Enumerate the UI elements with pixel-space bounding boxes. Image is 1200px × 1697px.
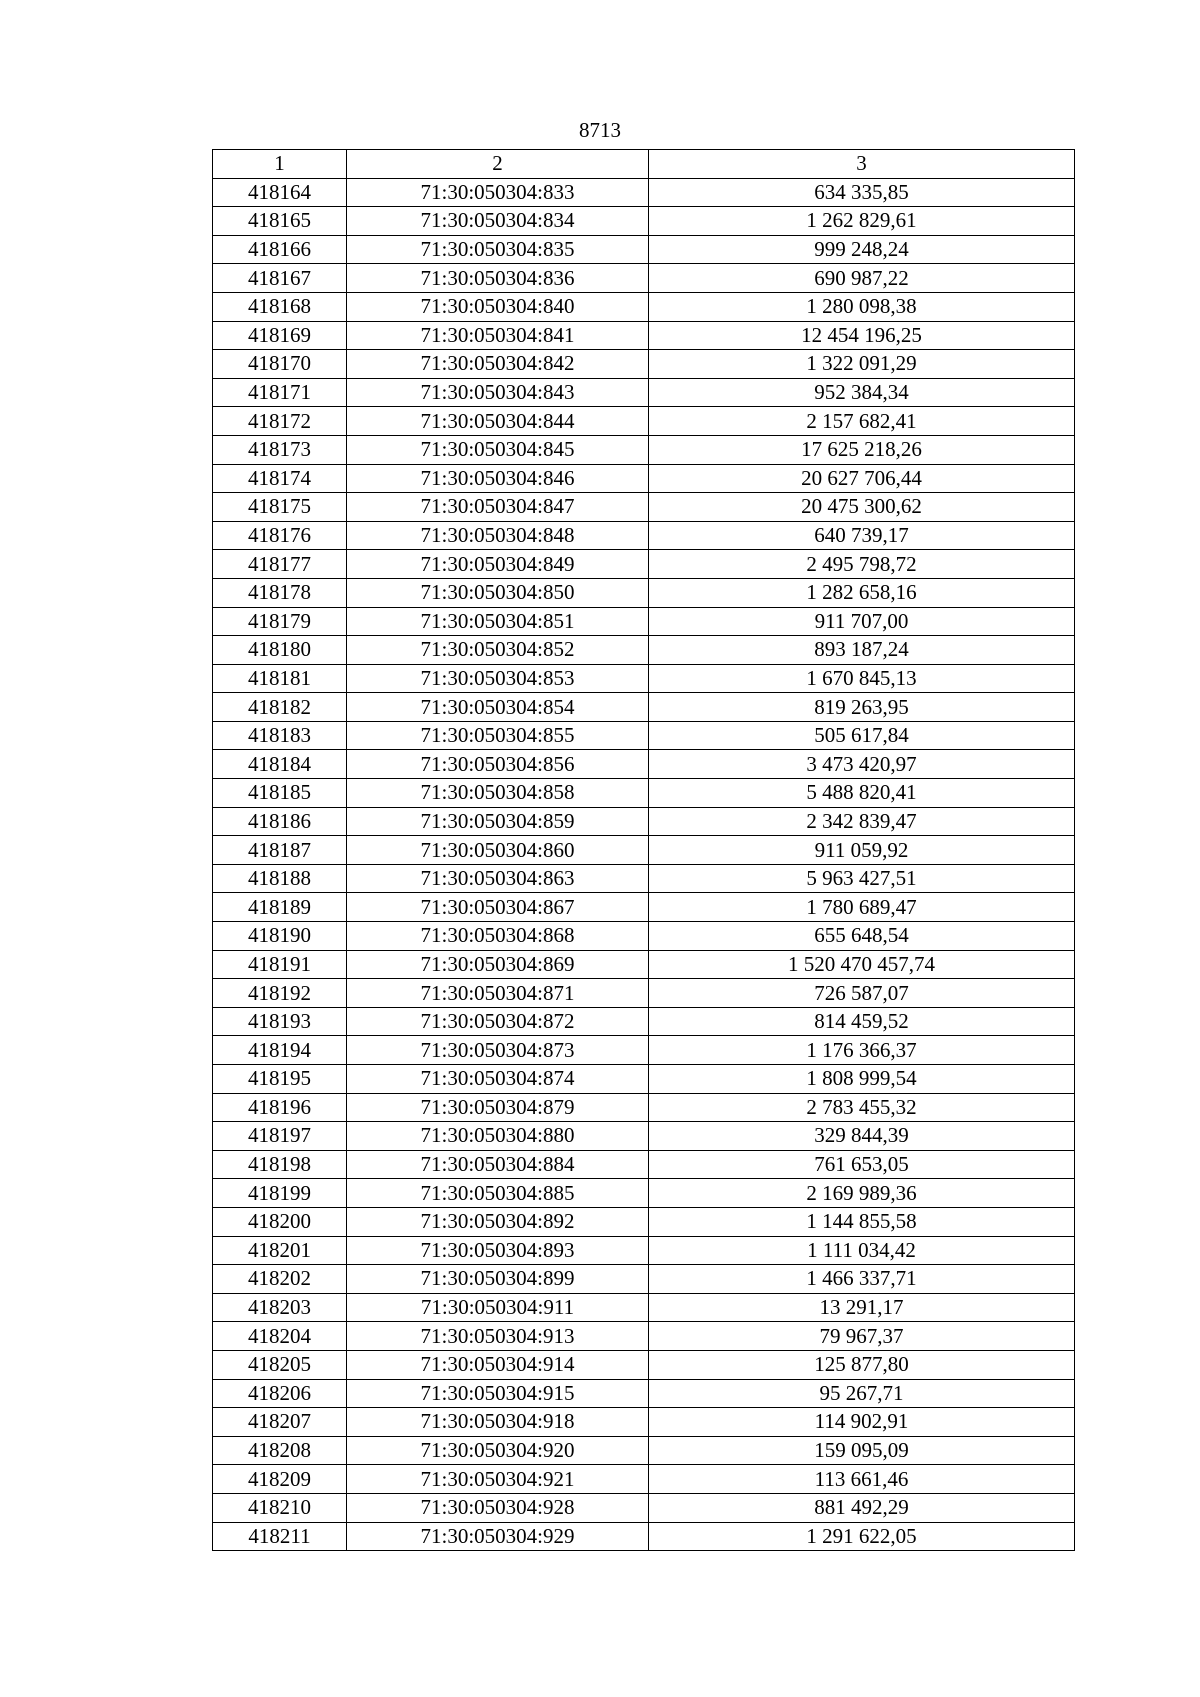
table-row (213, 378, 1075, 407)
table-row (213, 950, 1075, 979)
row-number-cell: 418164 (213, 178, 347, 207)
cadastral-value-cell: 2 495 798,72 (649, 550, 1075, 579)
row-number-cell: 418205 (213, 1350, 347, 1379)
cadastral-number-cell: 71:30:050304:918 (347, 1408, 649, 1437)
row-number-cell: 418192 (213, 979, 347, 1008)
row-number-cell: 418202 (213, 1265, 347, 1294)
cadastral-number-cell: 71:30:050304:885 (347, 1179, 649, 1208)
row-number-cell: 418168 (213, 292, 347, 321)
cadastral-number-cell: 71:30:050304:911 (347, 1293, 649, 1322)
table-row (213, 1236, 1075, 1265)
table-row (213, 1265, 1075, 1294)
cadastral-value-cell: 2 783 455,32 (649, 1093, 1075, 1122)
cadastral-number-cell: 71:30:050304:847 (347, 493, 649, 522)
table-row (213, 1179, 1075, 1208)
cadastral-number-cell: 71:30:050304:892 (347, 1207, 649, 1236)
cadastral-number-cell: 71:30:050304:884 (347, 1150, 649, 1179)
table-row (213, 207, 1075, 236)
table-row (213, 1036, 1075, 1065)
cadastral-number-cell: 71:30:050304:856 (347, 750, 649, 779)
cadastral-value-cell: 12 454 196,25 (649, 321, 1075, 350)
cadastral-value-cell: 1 808 999,54 (649, 1065, 1075, 1094)
row-number-cell: 418169 (213, 321, 347, 350)
table-row (213, 1379, 1075, 1408)
cadastral-number-cell: 71:30:050304:860 (347, 836, 649, 865)
table-row (213, 1065, 1075, 1094)
cadastral-value-cell: 20 627 706,44 (649, 464, 1075, 493)
row-number-cell: 418185 (213, 779, 347, 808)
row-number-cell: 418208 (213, 1436, 347, 1465)
table-row (213, 864, 1075, 893)
cadastral-number-cell: 71:30:050304:835 (347, 235, 649, 264)
table-row (213, 1093, 1075, 1122)
cadastral-number-cell: 71:30:050304:893 (347, 1236, 649, 1265)
cadastral-number-cell: 71:30:050304:872 (347, 1007, 649, 1036)
table-row (213, 1207, 1075, 1236)
cadastral-number-cell: 71:30:050304:879 (347, 1093, 649, 1122)
row-number-cell: 418183 (213, 721, 347, 750)
table-row (213, 1322, 1075, 1351)
cadastral-value-cell: 1 282 658,16 (649, 578, 1075, 607)
cadastral-number-cell: 71:30:050304:848 (347, 521, 649, 550)
cadastral-number-cell: 71:30:050304:855 (347, 721, 649, 750)
cadastral-number-cell: 71:30:050304:863 (347, 864, 649, 893)
row-number-cell: 418167 (213, 264, 347, 293)
cadastral-number-cell: 71:30:050304:853 (347, 664, 649, 693)
cadastral-value-cell: 761 653,05 (649, 1150, 1075, 1179)
cadastral-value-cell: 634 335,85 (649, 178, 1075, 207)
table-row (213, 521, 1075, 550)
cadastral-number-cell: 71:30:050304:869 (347, 950, 649, 979)
cadastral-value-cell: 881 492,29 (649, 1493, 1075, 1522)
cadastral-number-cell: 71:30:050304:833 (347, 178, 649, 207)
table-row (213, 321, 1075, 350)
cadastral-number-cell: 71:30:050304:871 (347, 979, 649, 1008)
row-number-cell: 418200 (213, 1207, 347, 1236)
cadastral-value-cell: 655 648,54 (649, 922, 1075, 951)
cadastral-number-cell: 71:30:050304:928 (347, 1493, 649, 1522)
cadastral-value-cell: 893 187,24 (649, 636, 1075, 665)
table-row (213, 435, 1075, 464)
cadastral-value-cell: 690 987,22 (649, 264, 1075, 293)
row-number-cell: 418172 (213, 407, 347, 436)
table-row (213, 578, 1075, 607)
table-row (213, 779, 1075, 808)
row-number-cell: 418174 (213, 464, 347, 493)
cadastral-value-cell: 640 739,17 (649, 521, 1075, 550)
row-number-cell: 418170 (213, 350, 347, 379)
cadastral-value-cell: 911 707,00 (649, 607, 1075, 636)
table-row (213, 922, 1075, 951)
row-number-cell: 418165 (213, 207, 347, 236)
row-number-cell: 418177 (213, 550, 347, 579)
row-number-cell: 418195 (213, 1065, 347, 1094)
table-row (213, 750, 1075, 779)
cadastral-value-cell: 814 459,52 (649, 1007, 1075, 1036)
cadastral-number-cell: 71:30:050304:840 (347, 292, 649, 321)
table-row (213, 1007, 1075, 1036)
cadastral-value-cell: 5 488 820,41 (649, 779, 1075, 808)
cadastral-value-cell: 159 095,09 (649, 1436, 1075, 1465)
cadastral-value-cell: 1 322 091,29 (649, 350, 1075, 379)
cadastral-number-cell: 71:30:050304:845 (347, 435, 649, 464)
cadastral-number-cell: 71:30:050304:850 (347, 578, 649, 607)
row-number-cell: 418184 (213, 750, 347, 779)
cadastral-value-cell: 1 670 845,13 (649, 664, 1075, 693)
cadastral-value-cell: 999 248,24 (649, 235, 1075, 264)
table-row (213, 350, 1075, 379)
cadastral-value-cell: 911 059,92 (649, 836, 1075, 865)
cadastral-value-cell: 819 263,95 (649, 693, 1075, 722)
table-row (213, 721, 1075, 750)
table-row (213, 1493, 1075, 1522)
row-number-cell: 418198 (213, 1150, 347, 1179)
cadastral-value-cell: 1 111 034,42 (649, 1236, 1075, 1265)
cadastral-number-cell: 71:30:050304:929 (347, 1522, 649, 1551)
table-row (213, 235, 1075, 264)
cadastral-number-cell: 71:30:050304:874 (347, 1065, 649, 1094)
column-header-3: 3 (649, 150, 1075, 179)
row-number-cell: 418181 (213, 664, 347, 693)
cadastral-value-cell: 1 280 098,38 (649, 292, 1075, 321)
row-number-cell: 418199 (213, 1179, 347, 1208)
row-number-cell: 418178 (213, 578, 347, 607)
cadastral-value-cell: 1 520 470 457,74 (649, 950, 1075, 979)
cadastral-value-cell: 13 291,17 (649, 1293, 1075, 1322)
table-row (213, 693, 1075, 722)
table-row (213, 178, 1075, 207)
cadastral-number-cell: 71:30:050304:842 (347, 350, 649, 379)
cadastral-number-cell: 71:30:050304:858 (347, 779, 649, 808)
cadastral-value-cell: 1 262 829,61 (649, 207, 1075, 236)
table-row (213, 807, 1075, 836)
row-number-cell: 418188 (213, 864, 347, 893)
cadastral-value-cell: 2 169 989,36 (649, 1179, 1075, 1208)
cadastral-value-cell: 1 291 622,05 (649, 1522, 1075, 1551)
table-row (213, 264, 1075, 293)
table-row (213, 1465, 1075, 1494)
cadastral-value-cell: 5 963 427,51 (649, 864, 1075, 893)
cadastral-number-cell: 71:30:050304:915 (347, 1379, 649, 1408)
row-number-cell: 418197 (213, 1122, 347, 1151)
cadastral-number-cell: 71:30:050304:867 (347, 893, 649, 922)
cadastral-value-cell: 505 617,84 (649, 721, 1075, 750)
row-number-cell: 418209 (213, 1465, 347, 1494)
table-row (213, 1350, 1075, 1379)
cadastral-value-cell: 2 342 839,47 (649, 807, 1075, 836)
cadastral-number-cell: 71:30:050304:834 (347, 207, 649, 236)
table-row (213, 1122, 1075, 1151)
row-number-cell: 418207 (213, 1408, 347, 1437)
cadastral-value-cell: 113 661,46 (649, 1465, 1075, 1494)
table-row (213, 1436, 1075, 1465)
cadastral-number-cell: 71:30:050304:854 (347, 693, 649, 722)
row-number-cell: 418191 (213, 950, 347, 979)
row-number-cell: 418166 (213, 235, 347, 264)
cadastral-value-cell: 79 967,37 (649, 1322, 1075, 1351)
row-number-cell: 418176 (213, 521, 347, 550)
cadastral-number-cell: 71:30:050304:852 (347, 636, 649, 665)
cadastral-value-cell: 2 157 682,41 (649, 407, 1075, 436)
cadastral-value-cell: 1 144 855,58 (649, 1207, 1075, 1236)
cadastral-value-cell: 952 384,34 (649, 378, 1075, 407)
cadastral-value-cell: 3 473 420,97 (649, 750, 1075, 779)
cadastral-number-cell: 71:30:050304:899 (347, 1265, 649, 1294)
cadastral-number-cell: 71:30:050304:920 (347, 1436, 649, 1465)
table-row (213, 836, 1075, 865)
table-row (213, 1150, 1075, 1179)
table-row (213, 607, 1075, 636)
page-number: 8713 (579, 118, 621, 142)
table-row (213, 1293, 1075, 1322)
cadastral-number-cell: 71:30:050304:836 (347, 264, 649, 293)
cadastral-number-cell: 71:30:050304:914 (347, 1350, 649, 1379)
cadastral-number-cell: 71:30:050304:841 (347, 321, 649, 350)
cadastral-value-cell: 726 587,07 (649, 979, 1075, 1008)
cadastral-value-cell: 1 176 366,37 (649, 1036, 1075, 1065)
row-number-cell: 418173 (213, 435, 347, 464)
column-header-1: 1 (213, 150, 347, 179)
row-number-cell: 418175 (213, 493, 347, 522)
table-row (213, 893, 1075, 922)
row-number-cell: 418196 (213, 1093, 347, 1122)
cadastral-value-cell: 20 475 300,62 (649, 493, 1075, 522)
row-number-cell: 418201 (213, 1236, 347, 1265)
table-row (213, 464, 1075, 493)
cadastral-number-cell: 71:30:050304:880 (347, 1122, 649, 1151)
table-row (213, 550, 1075, 579)
cadastral-number-cell: 71:30:050304:843 (347, 378, 649, 407)
row-number-cell: 418186 (213, 807, 347, 836)
table-row (213, 493, 1075, 522)
cadastral-number-cell: 71:30:050304:913 (347, 1322, 649, 1351)
cadastral-number-cell: 71:30:050304:921 (347, 1465, 649, 1494)
row-number-cell: 418182 (213, 693, 347, 722)
cadastral-number-cell: 71:30:050304:844 (347, 407, 649, 436)
row-number-cell: 418171 (213, 378, 347, 407)
row-number-cell: 418180 (213, 636, 347, 665)
row-number-cell: 418194 (213, 1036, 347, 1065)
cadastral-number-cell: 71:30:050304:851 (347, 607, 649, 636)
table-row (213, 1408, 1075, 1437)
table-row (213, 1522, 1075, 1551)
row-number-cell: 418203 (213, 1293, 347, 1322)
table-row (213, 636, 1075, 665)
row-number-cell: 418211 (213, 1522, 347, 1551)
cadastral-number-cell: 71:30:050304:849 (347, 550, 649, 579)
table-row (213, 407, 1075, 436)
row-number-cell: 418179 (213, 607, 347, 636)
cadastral-value-cell: 1 780 689,47 (649, 893, 1075, 922)
cadastral-value-cell: 95 267,71 (649, 1379, 1075, 1408)
cadastral-value-cell: 114 902,91 (649, 1408, 1075, 1437)
row-number-cell: 418193 (213, 1007, 347, 1036)
cadastral-number-cell: 71:30:050304:846 (347, 464, 649, 493)
column-header-2: 2 (347, 150, 649, 179)
table-row (213, 292, 1075, 321)
table-header-row (213, 150, 1075, 179)
table-row (213, 664, 1075, 693)
cadastral-number-cell: 71:30:050304:868 (347, 922, 649, 951)
cadastral-value-cell: 125 877,80 (649, 1350, 1075, 1379)
row-number-cell: 418204 (213, 1322, 347, 1351)
row-number-cell: 418210 (213, 1493, 347, 1522)
row-number-cell: 418206 (213, 1379, 347, 1408)
table-row (213, 979, 1075, 1008)
cadastral-number-cell: 71:30:050304:859 (347, 807, 649, 836)
cadastral-value-table (212, 149, 1075, 1551)
row-number-cell: 418187 (213, 836, 347, 865)
table-body (213, 178, 1075, 1551)
cadastral-value-cell: 17 625 218,26 (649, 435, 1075, 464)
cadastral-value-cell: 1 466 337,71 (649, 1265, 1075, 1294)
cadastral-number-cell: 71:30:050304:873 (347, 1036, 649, 1065)
cadastral-value-cell: 329 844,39 (649, 1122, 1075, 1151)
row-number-cell: 418189 (213, 893, 347, 922)
row-number-cell: 418190 (213, 922, 347, 951)
